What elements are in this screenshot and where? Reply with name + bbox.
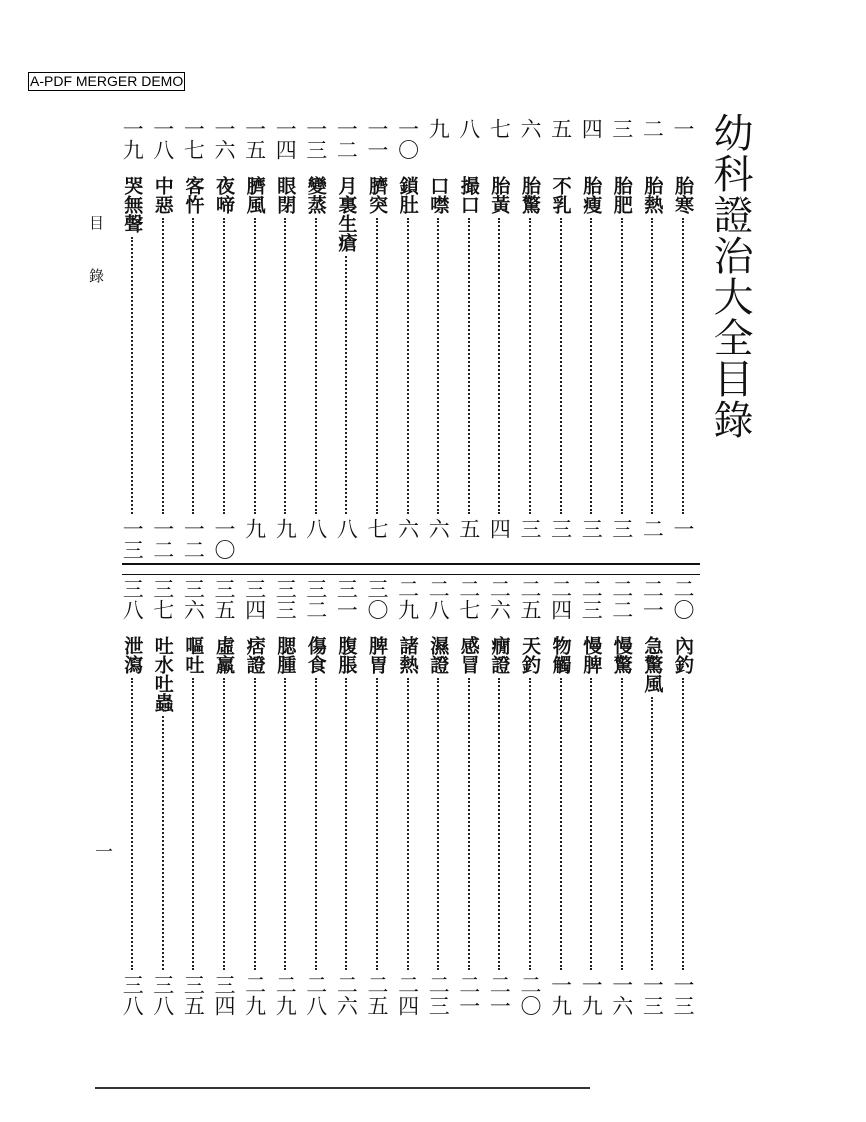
entry-title: 變蒸: [304, 176, 327, 214]
divider-line: [122, 574, 700, 575]
entry-title: 物觸: [549, 636, 572, 674]
entry-number: 一七: [181, 118, 206, 160]
dot-leader: [315, 678, 317, 970]
dot-leader: [162, 716, 164, 970]
entry-title: 濕證: [427, 636, 450, 674]
toc-entry: [456, 578, 482, 1020]
entry-number: 二五: [518, 578, 542, 620]
entry-title: 傷食: [304, 636, 327, 674]
entry-title: 鎖肚: [396, 176, 419, 214]
toc-entry: [456, 118, 482, 564]
entry-page-number: 四: [487, 518, 512, 539]
toc-entry: [272, 118, 298, 564]
entry-number: 一八: [150, 118, 175, 160]
dot-leader: [345, 256, 347, 514]
entry-page-number: 一: [671, 518, 695, 539]
toc-entry: [211, 118, 237, 564]
entry-number: 九: [426, 118, 451, 139]
entry-page-number: 九: [242, 518, 267, 539]
entry-title: 不乳: [549, 176, 572, 214]
demo-watermark-label: A-PDF MERGER DEMO: [30, 73, 184, 89]
toc-entry: [578, 578, 604, 1020]
entry-page-number: 二五: [365, 974, 389, 1016]
entry-number: 二三: [579, 578, 604, 620]
dot-leader: [529, 218, 531, 514]
entry-page-number: 七: [365, 518, 389, 539]
entry-number: 二九: [395, 578, 420, 620]
entry-number: 三二: [303, 578, 328, 620]
dot-leader: [223, 678, 225, 970]
entry-page-number: 一三: [671, 974, 695, 1016]
dot-leader: [468, 678, 470, 970]
toc-entry: [119, 118, 145, 564]
entry-title: 胎熱: [641, 176, 664, 214]
entry-page-number: 一二: [181, 518, 206, 560]
entry-page-number: 一九: [579, 974, 604, 1016]
entry-title: 泄瀉: [121, 636, 144, 674]
entry-title: 眼閉: [274, 176, 297, 214]
entry-number: 三七: [150, 578, 175, 620]
entry-number: 三四: [242, 578, 267, 620]
document-title: 幼科證治大全目錄: [707, 112, 753, 440]
entry-number: 二一: [640, 578, 665, 620]
entry-title: 腮腫: [274, 636, 297, 674]
entry-page-number: 三四: [212, 974, 236, 1016]
side-label-char: 錄: [87, 268, 105, 283]
entry-title: 撮口: [457, 176, 480, 214]
entry-page-number: 八: [334, 518, 359, 539]
entry-page-number: 二八: [303, 974, 328, 1016]
entry-page-number: 一二: [150, 518, 175, 560]
dot-leader: [407, 678, 409, 970]
toc-entry: [180, 118, 206, 564]
dot-leader: [621, 218, 623, 514]
toc-entry: [486, 578, 512, 1020]
entry-number: 一二: [334, 118, 359, 160]
toc-entry: [486, 118, 512, 564]
entry-title: 臍突: [366, 176, 388, 214]
toc-entry: [180, 578, 206, 1020]
entry-title: 痞證: [243, 636, 266, 674]
toc-entry: [639, 118, 665, 564]
dot-leader: [131, 678, 133, 970]
entry-page-number: 六: [395, 518, 420, 539]
entry-title: 胎驚: [519, 176, 541, 214]
entry-number: 三〇: [365, 578, 389, 620]
entry-title: 吐水吐蟲: [151, 636, 174, 712]
entry-title: 胎肥: [610, 176, 633, 214]
toc-entry: [639, 578, 665, 1020]
entry-title: 癇證: [488, 636, 511, 674]
entry-number: 一六: [212, 118, 236, 160]
dot-leader: [376, 218, 378, 514]
dot-leader: [284, 218, 286, 514]
entry-number: 一三: [303, 118, 328, 160]
entry-page-number: 三五: [181, 974, 206, 1016]
toc-entry: [303, 118, 329, 564]
entry-page-number: 一三: [640, 974, 665, 1016]
entry-page-number: 三: [609, 518, 634, 539]
toc-entry: [303, 578, 329, 1020]
toc-entry: [670, 118, 696, 564]
entry-page-number: 二六: [334, 974, 359, 1016]
entry-number: 三八: [120, 578, 145, 620]
entry-page-number: 二九: [273, 974, 298, 1016]
entry-number: 一一: [365, 118, 389, 160]
dot-leader: [192, 678, 194, 970]
entry-number: 六: [518, 118, 542, 139]
entry-number: 二四: [548, 578, 573, 620]
dot-leader: [192, 218, 194, 514]
dot-leader: [560, 218, 562, 514]
entry-number: 五: [548, 118, 573, 139]
entry-page-number: 一〇: [212, 518, 236, 560]
dot-leader: [345, 678, 347, 970]
toc-entry: [333, 118, 359, 564]
entry-number: 二八: [426, 578, 451, 620]
entry-number: 八: [456, 118, 481, 139]
toc-entry: [150, 578, 176, 1020]
toc-entry: [364, 118, 390, 564]
dot-leader: [590, 218, 592, 514]
entry-number: 二七: [456, 578, 481, 620]
entry-title: 虛羸: [213, 636, 235, 674]
entry-number: 二: [640, 118, 665, 139]
entry-number: 四: [579, 118, 604, 139]
entry-title: 月裏生瘡: [335, 176, 358, 252]
dot-leader: [407, 218, 409, 514]
entry-title: 胎寒: [672, 176, 694, 214]
dot-leader: [590, 678, 592, 970]
entry-title: 天釣: [519, 636, 541, 674]
entry-number: 二二: [609, 578, 634, 620]
dot-leader: [131, 237, 133, 514]
entry-title: 胎黃: [488, 176, 511, 214]
entry-page-number: 八: [303, 518, 328, 539]
entry-page-number: 三: [518, 518, 542, 539]
dot-leader: [315, 218, 317, 514]
toc-entry: [272, 578, 298, 1020]
dot-leader: [284, 678, 286, 970]
toc-entry: [548, 578, 574, 1020]
entry-page-number: 一九: [548, 974, 573, 1016]
entry-number: 二〇: [671, 578, 695, 620]
entry-title: 嘔吐: [182, 636, 205, 674]
dot-leader: [437, 218, 439, 514]
entry-number: 七: [487, 118, 512, 139]
entry-number: 一〇: [395, 118, 420, 160]
dot-leader: [254, 218, 256, 514]
toc-entry: [548, 118, 574, 564]
entry-number: 三五: [212, 578, 236, 620]
entry-title: 慢驚: [610, 636, 633, 674]
entry-page-number: 五: [456, 518, 481, 539]
dot-leader: [651, 218, 653, 514]
toc-entry: [578, 118, 604, 564]
toc-entry: [119, 578, 145, 1020]
dot-leader: [682, 678, 684, 970]
entry-page-number: 二: [640, 518, 665, 539]
entry-title: 脾胃: [366, 636, 388, 674]
dot-leader: [376, 678, 378, 970]
toc-entry: [670, 578, 696, 1020]
dot-leader: [621, 678, 623, 970]
toc-entry: [364, 578, 390, 1020]
dot-leader: [254, 678, 256, 970]
entry-number: 一九: [120, 118, 145, 160]
toc-entry: [395, 118, 421, 564]
toc-entry: [517, 578, 543, 1020]
entry-number: 三一: [334, 578, 359, 620]
entry-title: 諸熱: [396, 636, 419, 674]
toc-entry: [395, 578, 421, 1020]
toc-entry: [242, 118, 268, 564]
dot-leader: [498, 678, 500, 970]
entry-page-number: 二一: [456, 974, 481, 1016]
entry-number: 三六: [181, 578, 206, 620]
entry-number: 一: [671, 118, 695, 139]
page-folio: 一: [95, 842, 113, 863]
entry-title: 腹脹: [335, 636, 358, 674]
entry-page-number: 一六: [609, 974, 634, 1016]
dot-leader: [468, 218, 470, 514]
entry-page-number: 二九: [242, 974, 267, 1016]
entry-page-number: 二四: [395, 974, 420, 1016]
entry-title: 夜啼: [213, 176, 235, 214]
entry-page-number: 二〇: [518, 974, 542, 1016]
entry-number: 三: [609, 118, 634, 139]
entry-page-number: 三: [548, 518, 573, 539]
entry-title: 客忤: [182, 176, 205, 214]
entry-page-number: 六: [426, 518, 451, 539]
toc-entry: [609, 118, 635, 564]
entry-number: 一四: [273, 118, 298, 160]
entry-number: 一五: [242, 118, 267, 160]
entry-page-number: 三: [579, 518, 604, 539]
dot-leader: [437, 678, 439, 970]
entry-title: 急驚風: [641, 636, 664, 693]
entry-title: 中惡: [151, 176, 174, 214]
entry-title: 臍風: [243, 176, 266, 214]
entry-number: 三三: [273, 578, 298, 620]
entry-page-number: 三八: [150, 974, 175, 1016]
dot-leader: [682, 218, 684, 514]
entry-page-number: 一三: [120, 518, 145, 560]
bottom-scan-line: [95, 1087, 590, 1089]
dot-leader: [529, 678, 531, 970]
entry-title: 胎瘦: [580, 176, 603, 214]
entry-title: 口噤: [427, 176, 450, 214]
toc-entry: [333, 578, 359, 1020]
entry-title: 慢脾: [580, 636, 603, 674]
entry-page-number: 九: [273, 518, 298, 539]
side-label-char: 目: [87, 215, 105, 230]
dot-leader: [560, 678, 562, 970]
toc-entry: [425, 578, 451, 1020]
toc-entry: [609, 578, 635, 1020]
entry-page-number: 二三: [426, 974, 451, 1016]
toc-entry: [150, 118, 176, 564]
entry-title: 哭無聲: [121, 176, 144, 233]
entry-page-number: 三八: [120, 974, 145, 1016]
entry-title: 內釣: [672, 636, 694, 674]
toc-entry: [242, 578, 268, 1020]
dot-leader: [162, 218, 164, 514]
entry-number: 二六: [487, 578, 512, 620]
dot-leader: [498, 218, 500, 514]
dot-leader: [651, 697, 653, 970]
dot-leader: [223, 218, 225, 514]
entry-title: 感冒: [457, 636, 480, 674]
toc-entry: [425, 118, 451, 564]
entry-page-number: 二一: [487, 974, 512, 1016]
toc-entry: [517, 118, 543, 564]
toc-entry: [211, 578, 237, 1020]
